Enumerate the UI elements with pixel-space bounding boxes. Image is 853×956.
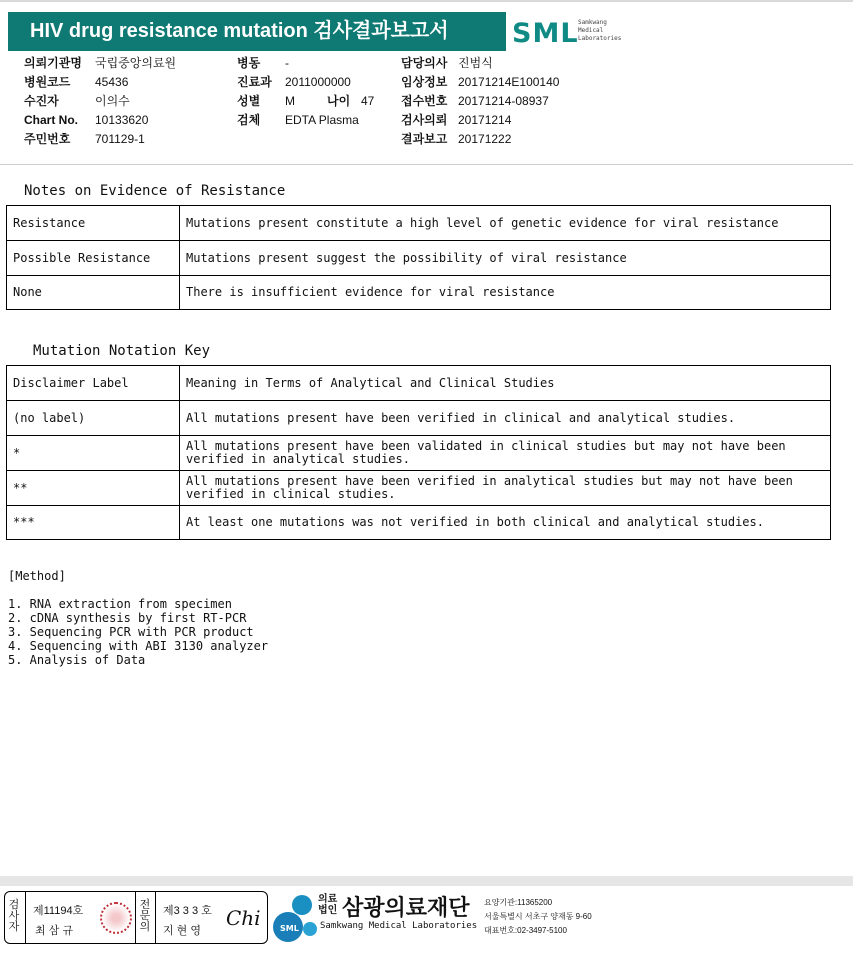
patient-info-col2: 병동 - 진료과 2011000000 성별 M 나이 47 검체 EDTA Plasma: [237, 56, 375, 127]
method-steps: [8, 597, 268, 667]
signature-box: [4, 891, 268, 944]
org-address: 서울특별시 서초구 양재동 9-60: [484, 912, 592, 921]
signature: Chi: [226, 906, 261, 930]
table-row: *** At least one mutations was not verified in both clinical and analytical studies.: [7, 506, 831, 540]
patient-info-col3: 담당의사 진범식 임상정보 20171214E100140 접수번호 20171214-08937 검사의뢰 20171214 결과보고 20171222: [401, 56, 560, 146]
age-value: 47: [361, 94, 375, 108]
table-row: Resistance Mutations present constitute a high level of genetic evidence for viral resistance: [7, 206, 831, 241]
table-row: Possible Resistance Mutations present suggest the possibility of viral resistance: [7, 241, 831, 276]
org-type: 의료 법인: [318, 894, 338, 916]
sml-emblem-icon: [272, 893, 318, 943]
specialist-name: 지 현 영: [163, 925, 201, 937]
sml-logo-text: SML: [512, 18, 579, 49]
report-title: HIV drug resistance mutation 검사결과보고서: [8, 12, 506, 51]
examiner-label: 검 사 자: [8, 899, 20, 933]
sml-emblem-text: SML: [280, 924, 299, 933]
org-name: 삼광의료재단: [342, 895, 470, 920]
method-title: [Method]: [8, 569, 66, 583]
table-row: None There is insufficient evidence for viral resistance: [7, 276, 831, 310]
specialist-license: 제3 3 3 호: [163, 905, 212, 917]
notation-table: [6, 365, 831, 540]
org-english-name: Samkwang Medical Laboratories: [320, 921, 478, 931]
org-phone: 대표번호:02-3497-5100: [484, 926, 567, 935]
notation-title: Mutation Notation Key: [33, 343, 211, 359]
header-divider: [0, 164, 853, 165]
list-item: 2. cDNA synthesis by first RT-PCR: [8, 611, 247, 625]
examiner-name: 최 삼 규: [35, 925, 73, 937]
sml-logo: [512, 18, 622, 48]
table-row: Disclaimer Label Meaning in Terms of Analytical and Clinical Studies: [7, 366, 831, 401]
patient-info-col1: 의뢰기관명 국립중앙의료원 병원코드 45436 수진자 이의수 Chart No. 10133620 주민번호 701129-1: [24, 56, 177, 146]
list-item: 5. Analysis of Data: [8, 653, 146, 667]
list-item: 4. Sequencing with ABI 3130 analyzer: [8, 639, 269, 653]
specialist-label: 전 문 의: [139, 899, 151, 933]
evidence-title: Notes on Evidence of Resistance: [24, 183, 286, 199]
top-border: [0, 0, 853, 2]
table-row: * All mutations present have been validated in clinical studies but may not have been verified in analytical studies.: [7, 436, 831, 471]
evidence-table: [6, 205, 831, 310]
org-code: 요양기관:11365200: [484, 898, 553, 907]
table-row: (no label) All mutations present have been verified in clinical and analytical studies.: [7, 401, 831, 436]
list-item: 1. RNA extraction from specimen: [8, 597, 232, 611]
sml-logo-subtitle: Samkwang Medical Laboratories: [578, 19, 622, 42]
table-row: ** All mutations present have been verified in analytical studies but may not have been verified in clinical studies.: [7, 471, 831, 506]
list-item: 3. Sequencing PCR with PCR product: [8, 625, 254, 639]
seal-stamp-icon: [100, 902, 132, 934]
age-label: 나이: [327, 94, 351, 108]
footer-band: [0, 876, 853, 886]
examiner-license: 제11194호: [33, 905, 84, 917]
